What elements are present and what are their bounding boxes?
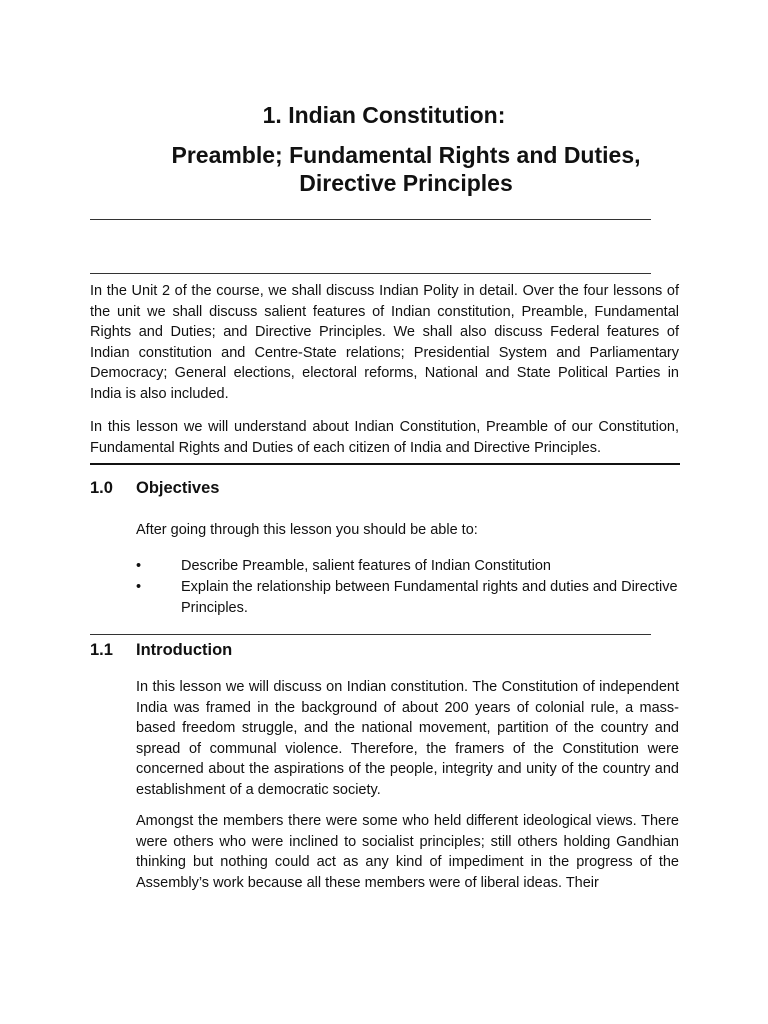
lesson-subtitle xyxy=(0,141,768,197)
objective-item xyxy=(136,577,681,619)
objective-item-text: Explain the relationship between Fundamental rights and duties and Directive Principles. xyxy=(181,579,678,616)
intro-paragraph-2: In this lesson we will understand about Indian Constitution, Preamble of our Constitution, Fundamental Rights and Duties of each citizen of India and Directive Principles. xyxy=(90,419,679,456)
objectives-heading: Objectives xyxy=(136,479,220,497)
lesson-title: 1. Indian Constitution: xyxy=(262,102,506,128)
introduction-number: 1.1 xyxy=(90,641,113,659)
objectives-rule xyxy=(90,634,651,635)
title-rule-top xyxy=(90,219,651,220)
introduction-heading: Introduction xyxy=(136,641,233,659)
introduction-paragraph-2: Amongst the members there were some who held different ideological views. There were others who were inclined to socialist principles; still others holding Gandhian thinking but nothing could act as any kind of impediment in the progress of the Assembly’s work because all these members were of liberal ideas. Their xyxy=(136,813,679,891)
objective-item-text: Describe Preamble, salient features of Indian Constitution xyxy=(181,558,551,574)
subtitle-line-1: Preamble; Fundamental Rights and Duties, xyxy=(171,142,641,168)
introduction-paragraph-1: In this lesson we will discuss on Indian constitution. The Constitution of independent India was framed in the background of about 200 years of colonial rule, a mass-based freedom struggle, and the national movement, partition of the country and spread of communal violence. Therefore, the framers of the Constitution were concerned about the aspirations of the people, integrity and unity of the country and establishment of a democratic society. xyxy=(136,679,679,798)
section-divider xyxy=(90,463,680,465)
objective-item xyxy=(136,556,681,577)
objectives-lead: After going through this lesson you should be able to: xyxy=(136,522,478,538)
bullet-marker: • xyxy=(136,579,142,595)
objectives-number: 1.0 xyxy=(90,479,113,497)
subtitle-line-2: Directive Principles xyxy=(299,170,513,196)
intro-paragraph-1: In the Unit 2 of the course, we shall discuss Indian Polity in detail. Over the four lessons of the unit we shall discuss salient features of Indian constitution, Preamble, Fundamental Rights and Duties; and Directive Principles. We shall also discuss Federal features of Indian constitution and Centre-State relations; Presidential System and Parliamentary Democracy; General elections, electoral reforms, National and State Political Parties in India is also included. xyxy=(90,283,679,402)
bullet-marker: • xyxy=(136,558,142,574)
title-rule-bottom xyxy=(90,273,651,274)
